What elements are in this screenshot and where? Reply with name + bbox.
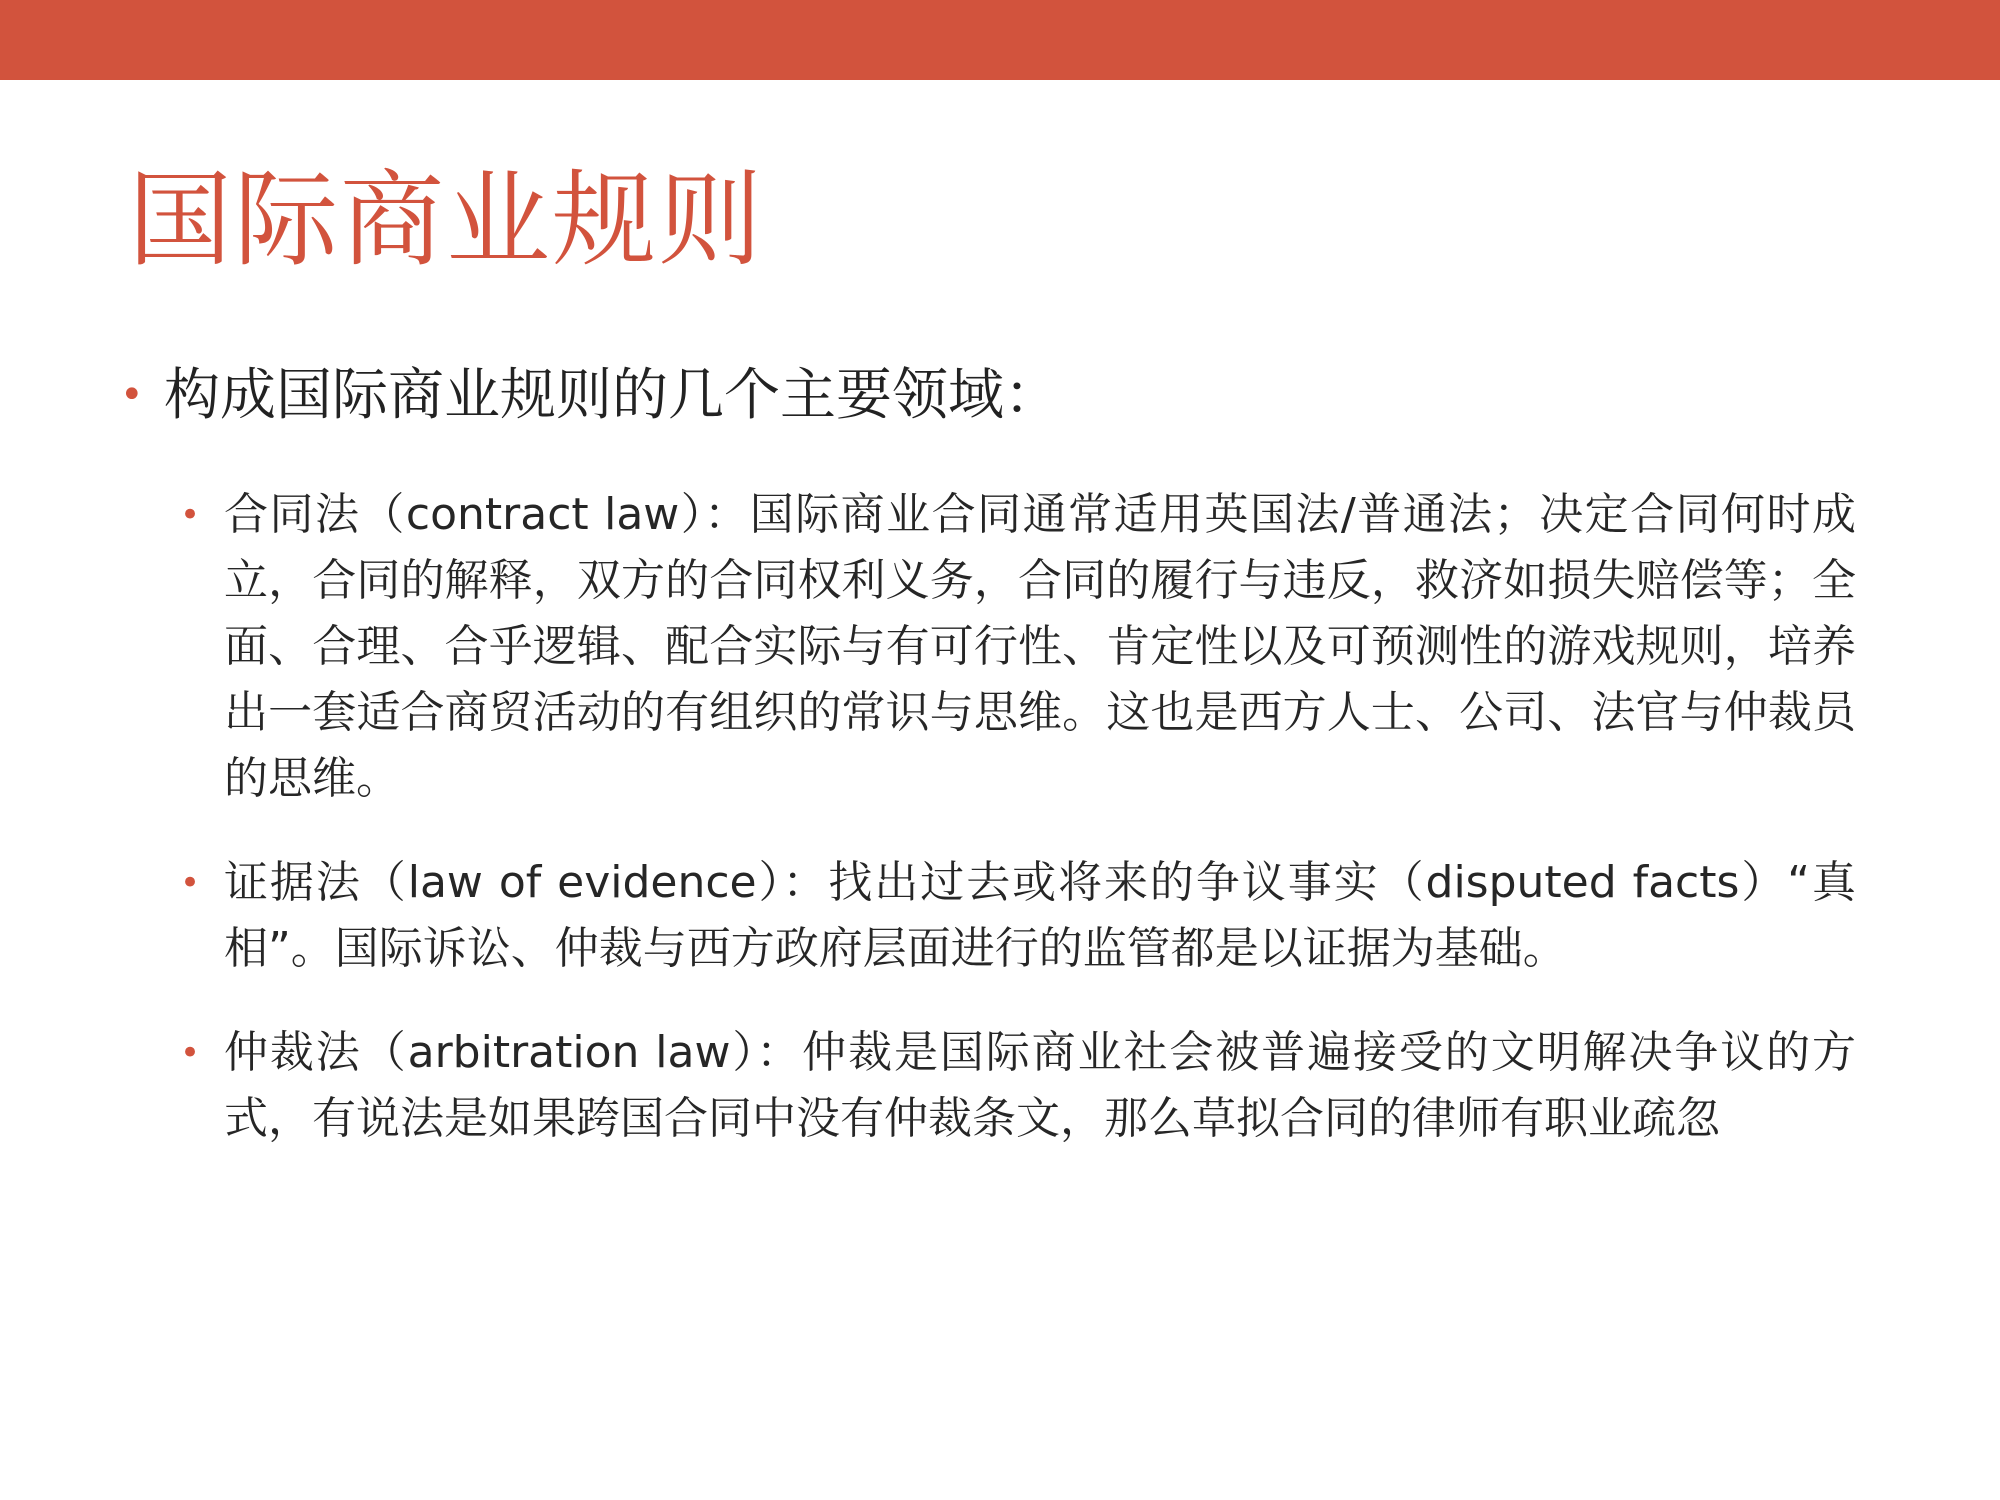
sub-bullet-text: 证据法（law of evidence）：找出过去或将来的争议事实（disputed facts）“真相”。国际诉讼、仲裁与西方政府层面进行的监管都是以证据为基础。 [224,857,1856,974]
bullet-dot-icon: • [180,495,201,535]
sub-bullet-text: 合同法（contract law）：国际商业合同通常适用英国法/普通法；决定合同何时成立，合同的解释，双方的合同权利义务，合同的履行与违反，救济如损失赔偿等；全面、合理、合乎逻辑、配合实际与有可行性、肯定性以及可预测性的游戏规则，培养出一套适合商贸活动的有组织的常识与思维。这也是西方人士、公司、法官与仲裁员的思维。 [224,489,1856,804]
top-accent-bar [0,0,2000,80]
bullet-dot-icon: • [120,372,144,418]
slide-title: 国际商业规则 [128,159,765,281]
sub-bullet-law-of-evidence [176,850,1856,982]
sub-bullet-contract-law [176,482,1856,812]
sub-bullet-list [176,482,1856,1190]
sub-bullet-arbitration-law [176,1020,1856,1152]
main-bullet-text: 构成国际商业规则的几个主要领域： [164,363,1060,428]
bullet-dot-icon: • [180,1033,201,1073]
main-bullet-point [120,355,1920,436]
sub-bullet-text: 仲裁法（arbitration law）：仲裁是国际商业社会被普遍接受的文明解决争议的方式，有说法是如果跨国合同中没有仲裁条文，那么草拟合同的律师有职业疏忽 [224,1027,1856,1144]
bullet-dot-icon: • [180,863,201,903]
